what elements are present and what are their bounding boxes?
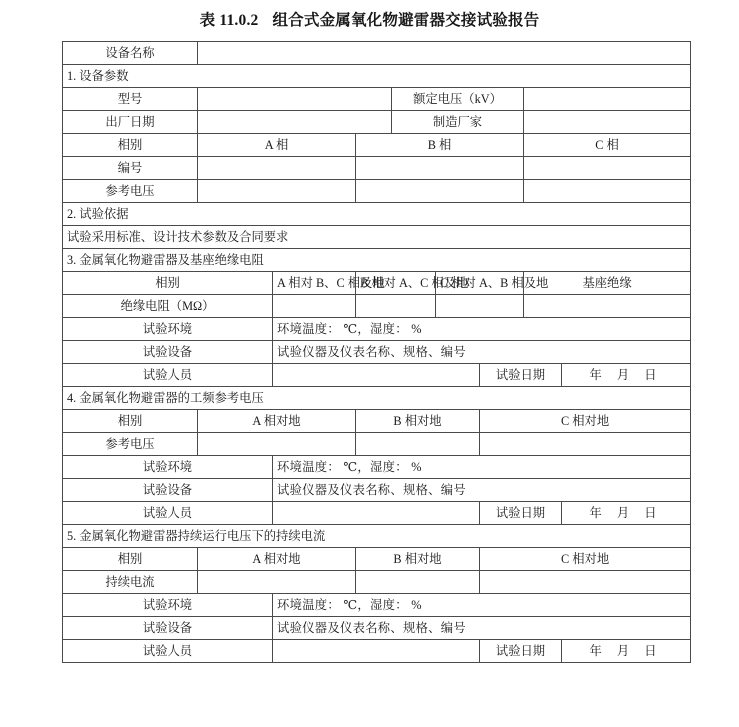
- phase-c-header: C 相: [524, 134, 691, 157]
- environment-text-3[interactable]: 环境温度： ℃，湿度： %: [273, 594, 691, 617]
- report-table-wrapper: [62, 41, 690, 663]
- environment-text-1[interactable]: 环境温度： ℃，湿度： %: [273, 318, 691, 341]
- s5-col-c-header: C 相对地: [480, 548, 691, 571]
- page-title: [0, 8, 739, 30]
- table-row-phase-header: [63, 134, 691, 157]
- s4-phase-label: 相别: [63, 410, 198, 433]
- reference-voltage-value-a[interactable]: [198, 180, 356, 203]
- table-row-equipment-1: [63, 341, 691, 364]
- table-row-s4-columns: [63, 410, 691, 433]
- reference-voltage-value-b[interactable]: [356, 180, 524, 203]
- table-row-environment-3: [63, 594, 691, 617]
- rated-voltage-label: 额定电压（kV）: [392, 88, 524, 111]
- manufacturer-label: 制造厂家: [392, 111, 524, 134]
- personnel-value-3[interactable]: [273, 640, 480, 663]
- table-row-personnel-2: [63, 502, 691, 525]
- table-row-serial: [63, 157, 691, 180]
- insulation-resistance-a[interactable]: [273, 295, 356, 318]
- date-label-3: 试验日期: [480, 640, 562, 663]
- table-row-test-basis: [63, 226, 691, 249]
- equipment-text-2[interactable]: 试验仪器及仪表名称、规格、编号: [273, 479, 691, 502]
- personnel-value-2[interactable]: [273, 502, 480, 525]
- personnel-label-3: 试验人员: [63, 640, 273, 663]
- table-row-model: [63, 88, 691, 111]
- insulation-resistance-c[interactable]: [436, 295, 524, 318]
- table-row-reference-voltage: [63, 180, 691, 203]
- phase-a-header: A 相: [198, 134, 356, 157]
- reference-voltage-value-c[interactable]: [524, 180, 691, 203]
- environment-label-3: 试验环境: [63, 594, 273, 617]
- serial-label: 编号: [63, 157, 198, 180]
- section-2-heading: 2. 试验依据: [63, 203, 691, 226]
- equipment-name-value[interactable]: [198, 42, 691, 65]
- s5-col-a-header: A 相对地: [198, 548, 356, 571]
- table-row-s4-reference-voltage: [63, 433, 691, 456]
- equipment-label-2: 试验设备: [63, 479, 273, 502]
- table-row-section4-heading: [63, 387, 691, 410]
- environment-label-1: 试验环境: [63, 318, 273, 341]
- equipment-label-1: 试验设备: [63, 341, 273, 364]
- table-row-section5-heading: [63, 525, 691, 548]
- insulation-resistance-base[interactable]: [524, 295, 691, 318]
- s5-phase-label: 相别: [63, 548, 198, 571]
- test-basis-text: 试验采用标准、设计技术参数及合同要求: [63, 226, 691, 249]
- personnel-label-2: 试验人员: [63, 502, 273, 525]
- model-value[interactable]: [198, 88, 392, 111]
- s3-col-a-header: A 相对 B、C 相及地: [273, 272, 356, 295]
- section-3-heading: 3. 金属氧化物避雷器及基座绝缘电阻: [63, 249, 691, 272]
- equipment-text-1[interactable]: 试验仪器及仪表名称、规格、编号: [273, 341, 691, 364]
- s3-phase-label: 相别: [63, 272, 273, 295]
- table-row-equipment-name: [63, 42, 691, 65]
- date-value-2[interactable]: 年 月 日: [562, 502, 691, 525]
- s3-col-c-header: C 相对 A、B 相及地: [436, 272, 524, 295]
- table-row-environment-2: [63, 456, 691, 479]
- table-row-insulation-resistance: [63, 295, 691, 318]
- s3-col-base-header: 基座绝缘: [524, 272, 691, 295]
- personnel-value-1[interactable]: [273, 364, 480, 387]
- table-number: 表 11.0.2: [199, 12, 259, 29]
- personnel-label-1: 试验人员: [63, 364, 273, 387]
- table-row-environment-1: [63, 318, 691, 341]
- table-row-continuous-current: [63, 571, 691, 594]
- phase-label: 相别: [63, 134, 198, 157]
- insulation-resistance-label: 绝缘电阻（MΩ）: [63, 295, 273, 318]
- s4-col-b-header: B 相对地: [356, 410, 480, 433]
- manufacture-date-label: 出厂日期: [63, 111, 198, 134]
- model-label: 型号: [63, 88, 198, 111]
- serial-value-a[interactable]: [198, 157, 356, 180]
- table-row-manufacture-date: [63, 111, 691, 134]
- date-label-2: 试验日期: [480, 502, 562, 525]
- table-row-s5-columns: [63, 548, 691, 571]
- rated-voltage-value[interactable]: [524, 88, 691, 111]
- serial-value-c[interactable]: [524, 157, 691, 180]
- equipment-name-label: 设备名称: [63, 42, 198, 65]
- continuous-current-c[interactable]: [480, 571, 691, 594]
- equipment-text-3[interactable]: 试验仪器及仪表名称、规格、编号: [273, 617, 691, 640]
- s4-reference-voltage-c[interactable]: [480, 433, 691, 456]
- s4-col-a-header: A 相对地: [198, 410, 356, 433]
- date-value-3[interactable]: 年 月 日: [562, 640, 691, 663]
- table-row-personnel-3: [63, 640, 691, 663]
- section-4-heading: 4. 金属氧化物避雷器的工频参考电压: [63, 387, 691, 410]
- table-row-section3-heading: [63, 249, 691, 272]
- s4-col-c-header: C 相对地: [480, 410, 691, 433]
- report-table: [62, 41, 691, 663]
- table-row-section2-heading: [63, 203, 691, 226]
- s5-col-b-header: B 相对地: [356, 548, 480, 571]
- manufacturer-value[interactable]: [524, 111, 691, 134]
- table-row-s3-columns: [63, 272, 691, 295]
- section-1-heading: 1. 设备参数: [63, 65, 691, 88]
- environment-text-2[interactable]: 环境温度： ℃，湿度： %: [273, 456, 691, 479]
- table-row-equipment-3: [63, 617, 691, 640]
- phase-b-header: B 相: [356, 134, 524, 157]
- s4-reference-voltage-label: 参考电压: [63, 433, 198, 456]
- serial-value-b[interactable]: [356, 157, 524, 180]
- date-label-1: 试验日期: [480, 364, 562, 387]
- environment-label-2: 试验环境: [63, 456, 273, 479]
- s3-col-b-header: B 相对 A、C 相及地: [356, 272, 436, 295]
- manufacture-date-value[interactable]: [198, 111, 392, 134]
- insulation-resistance-b[interactable]: [356, 295, 436, 318]
- equipment-label-3: 试验设备: [63, 617, 273, 640]
- s4-reference-voltage-a[interactable]: [198, 433, 356, 456]
- table-title-text: 组合式金属氧化物避雷器交接试验报告: [272, 12, 540, 29]
- s4-reference-voltage-b[interactable]: [356, 433, 480, 456]
- section-5-heading: 5. 金属氧化物避雷器持续运行电压下的持续电流: [63, 525, 691, 548]
- table-row-equipment-2: [63, 479, 691, 502]
- continuous-current-b[interactable]: [356, 571, 480, 594]
- reference-voltage-label: 参考电压: [63, 180, 198, 203]
- table-row-section1-heading: [63, 65, 691, 88]
- table-row-personnel-1: [63, 364, 691, 387]
- date-value-1[interactable]: 年 月 日: [562, 364, 691, 387]
- continuous-current-label: 持续电流: [63, 571, 198, 594]
- continuous-current-a[interactable]: [198, 571, 356, 594]
